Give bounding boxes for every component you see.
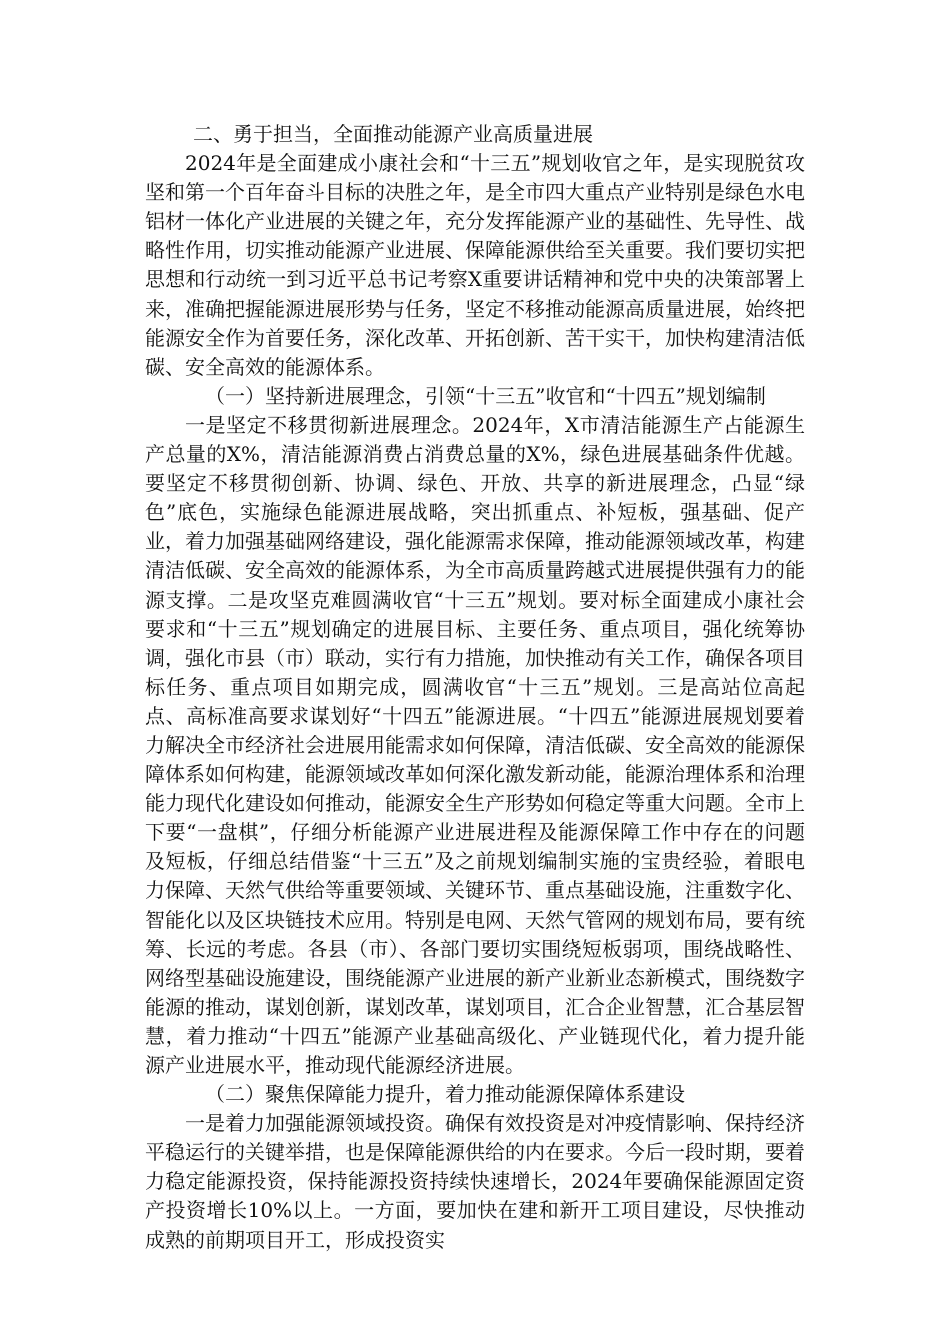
subheading-2: （二）聚焦保障能力提升，着力推动能源保障体系建设	[205, 1082, 685, 1107]
body-paragraph-1: 一是坚定不移贯彻新进展理念。2024年，X市清洁能源生产占能源生产总量的X%，清洁能源消费占消费总量的X%，绿色进展基础条件优越。要坚定不移贯彻创新、协调、绿色、开放、共享的新进展理念，凸显“绿色”底色，实施绿色能源进展战略，突出抓重点、补短板，强基础、促产业，着力加强基础网络建设，强化能源需求保障，推动能源领域改革，构建清洁低碳、安全高效的能源体系，为全市高质量跨越式进展提供强有力的能源支撑。二是攻坚克难圆满收官“十三五”规划。要对标全面建成小康社会要求和“十三五”规划确定的进展目标、主要任务、重点项目，强化统筹协调，强化市县（市）联动，实行有力措施，加快推动有关工作，确保各项目标任务、重点项目如期完成，圆满收官“十三五”规划。三是高站位高起点、高标准高要求谋划好“十四五”能源进展。“十四五”能源进展规划要着力解决全市经济社会进展用能需求如何保障，清洁低碳、安全高效的能源保障体系如何构建，能源领域改革如何深化激发新动能，能源治理体系和治理能力现代化建设如何推动，能源安全生产形势如何稳定等重大问题。全市上下要“一盘棋”，仔细分析能源产业进展进程及能源保障工作中存在的问题及短板，仔细总结借鉴“十三五”及之前规划编制实施的宝贵经验，着眼电力保障、天然气供给等重要领域、关键环节、重点基础设施，注重数字化、智能化以及区块链技术应用。特别是电网、天然气管网的规划布局，要有统筹、长远的考虑。各县（市）、各部门要切实围绕短板弱项，围绕战略性、网络型基础设施建设，围绕能源产业进展的新产业新业态新模式，围绕数字能源的推动，谋划创新，谋划改革，谋划项目，汇合企业智慧，汇合基层智慧，着力推动“十四五”能源产业基础高级化、产业链现代化，着力提升能源产业进展水平，推动现代能源经济进展。	[145, 412, 805, 1077]
section-heading: 二、勇于担当，全面推动能源产业高质量进展	[193, 122, 593, 146]
body-paragraph-2: 一是着力加强能源领域投资。确保有效投资是对冲疫情影响、保持经济平稳运行的关键举措，也是保障能源供给的内在要求。今后一段时期，要着力稳定能源投资，保持能源投资持续快速增长，2024年要确保能源固定资产投资增长10%以上。一方面，要加快在建和新开工项目建设，尽快推动成熟的前期项目开工，形成投资实	[145, 1111, 805, 1252]
intro-paragraph: 2024年是全面建成小康社会和“十三五”规划收官之年，是实现脱贫攻坚和第一个百年奋斗目标的决胜之年，是全市四大重点产业特别是绿色水电铝材一体化产业进展的关键之年，充分发挥能源产业的基础性、先导性、战略性作用，切实推动能源产业进展、保障能源供给至关重要。我们要切实把思想和行动统一到习近平总书记考察X重要讲话精神和党中央的决策部署上来，准确把握能源进展形势与任务，坚定不移推动能源高质量进展，始终把能源安全作为首要任务，深化改革、开拓创新、苦干实干，加快构建清洁低碳、安全高效的能源体系。	[145, 151, 805, 379]
document-body	[145, 120, 805, 1255]
subheading-1: （一）坚持新进展理念，引领“十三五”收官和“十四五”规划编制	[205, 383, 766, 408]
